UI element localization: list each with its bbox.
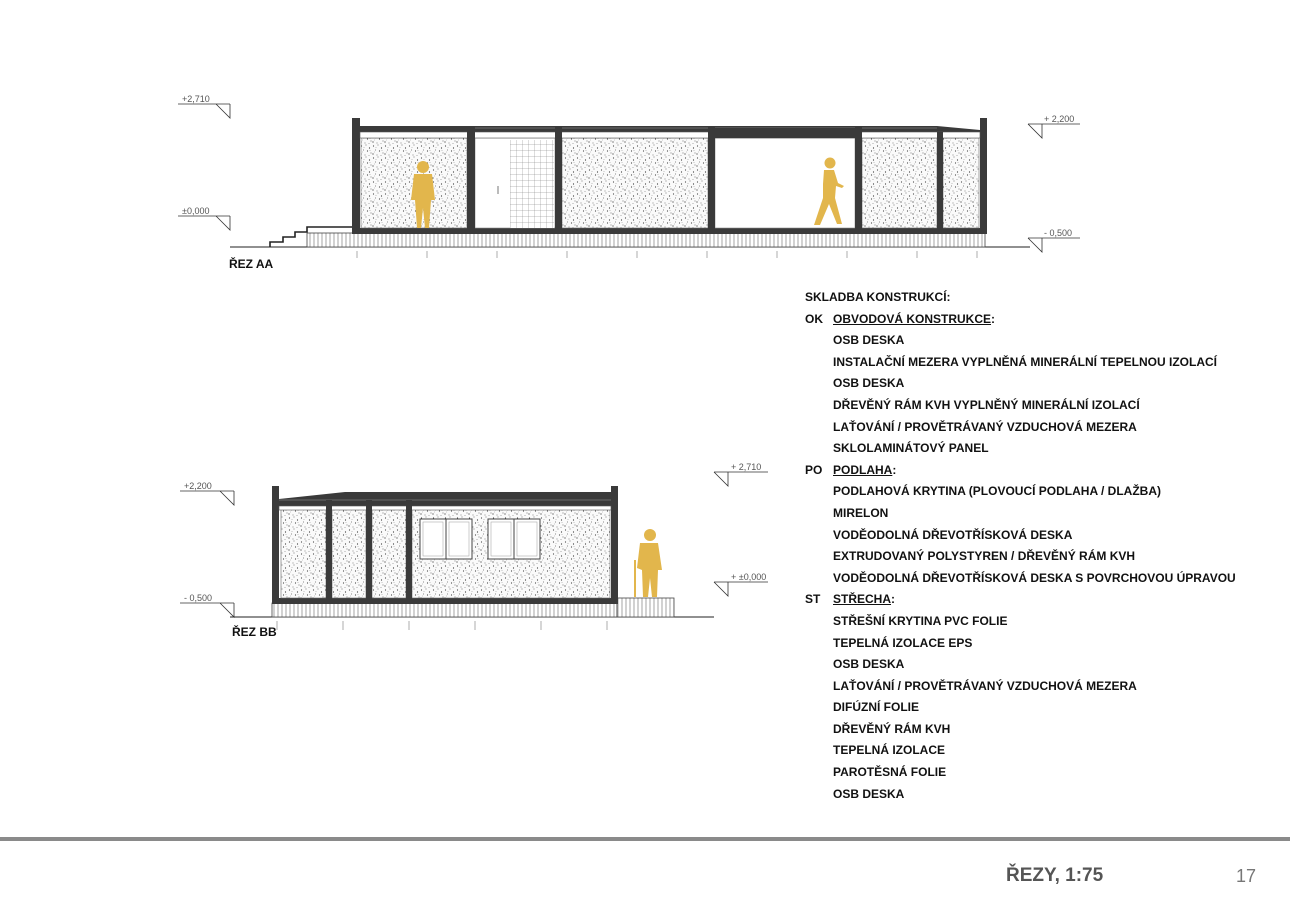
level-bb-zero-right: + ±0,000 xyxy=(731,572,767,582)
page-number: 17 xyxy=(1236,866,1257,886)
footer-divider xyxy=(0,837,1290,841)
legend-group-code: ST xyxy=(805,592,821,607)
person-elderly-icon xyxy=(634,529,662,597)
legend-item: OSB DESKA xyxy=(833,786,905,801)
legend-item: DŘEVĚNÝ RÁM KVH VYPLNĚNÝ MINERÁLNÍ IZOLACÍ xyxy=(833,397,1140,412)
legend-item: VODĚODOLNÁ DŘEVOTŘÍSKOVÁ DESKA S POVRCHOVOU ÚPRAVOU xyxy=(833,570,1236,585)
level-bb-top-left: +2,200 xyxy=(184,481,212,491)
legend-group-heading: PO PODLAHA: xyxy=(805,460,1236,482)
legend-item: OSB DESKA xyxy=(833,333,905,348)
level-aa-zero-left: ±0,000 xyxy=(182,206,210,216)
legend-item: LAŤOVÁNÍ / PROVĚTRÁVANÝ VZDUCHOVÁ MEZERA xyxy=(833,419,1137,434)
legend-item: PODLAHOVÁ KRYTINA (PLOVOUCÍ PODLAHA / DLAŽBA) xyxy=(833,484,1161,499)
legend-group-title: OBVODOVÁ KONSTRUKCE xyxy=(833,311,992,326)
legend-item: EXTRUDOVANÝ POLYSTYREN / DŘEVĚNÝ RÁM KVH xyxy=(833,549,1136,564)
legend-group-code: OK xyxy=(805,311,823,326)
legend-item: PAROTĚSNÁ FOLIE xyxy=(833,765,947,780)
legend-group-title: STŘECHA xyxy=(833,592,892,607)
legend-item: TEPELNÁ IZOLACE EPS xyxy=(833,635,973,650)
legend-item: MIRELON xyxy=(833,505,889,520)
legend-item: LAŤOVÁNÍ / PROVĚTRÁVANÝ VZDUCHOVÁ MEZERA xyxy=(833,678,1137,693)
construction-legend xyxy=(805,287,1236,805)
page-title-scale: 1:75 xyxy=(1065,865,1104,886)
page-title xyxy=(1006,865,1103,887)
section-aa xyxy=(178,94,1080,258)
level-bb-bottom-left: - 0,500 xyxy=(184,593,213,603)
legend-item: TEPELNÁ IZOLACE xyxy=(833,743,946,758)
legend-item: INSTALAČNÍ MEZERA VYPLNĚNÁ MINERÁLNÍ TEPELNOU IZOLACÍ xyxy=(833,354,1217,369)
legend-group-heading: OK OBVODOVÁ KONSTRUKCE: xyxy=(805,309,1236,331)
level-aa-top-left: +2,710 xyxy=(182,94,210,104)
legend-item: SKLOLAMINÁTOVÝ PANEL xyxy=(833,441,989,456)
legend-group-code: PO xyxy=(805,462,823,477)
legend-item: DŘEVĚNÝ RÁM KVH xyxy=(833,721,951,736)
legend-item: OSB DESKA xyxy=(833,657,905,672)
section-aa-label: ŘEZ AA xyxy=(229,257,274,271)
legend-item: STŘEŠNÍ KRYTINA PVC FOLIE xyxy=(833,613,1008,628)
legend-group-title: PODLAHA xyxy=(833,462,893,477)
legend-group-heading: ST STŘECHA: xyxy=(805,589,1236,611)
legend-item: OSB DESKA xyxy=(833,376,905,391)
level-bb-top-right: + 2,710 xyxy=(731,462,762,472)
level-aa-top-right: + 2,200 xyxy=(1044,114,1075,124)
level-aa-bottom-right: - 0,500 xyxy=(1044,228,1073,238)
legend-title: SKLADBA KONSTRUKCÍ: xyxy=(805,290,951,304)
page-title-text: ŘEZY, xyxy=(1006,865,1060,886)
section-bb xyxy=(180,462,768,630)
legend-item: DIFÚZNÍ FOLIE xyxy=(833,700,919,715)
section-bb-label: ŘEZ BB xyxy=(232,625,277,639)
legend-item: VODĚODOLNÁ DŘEVOTŘÍSKOVÁ DESKA xyxy=(833,527,1073,542)
